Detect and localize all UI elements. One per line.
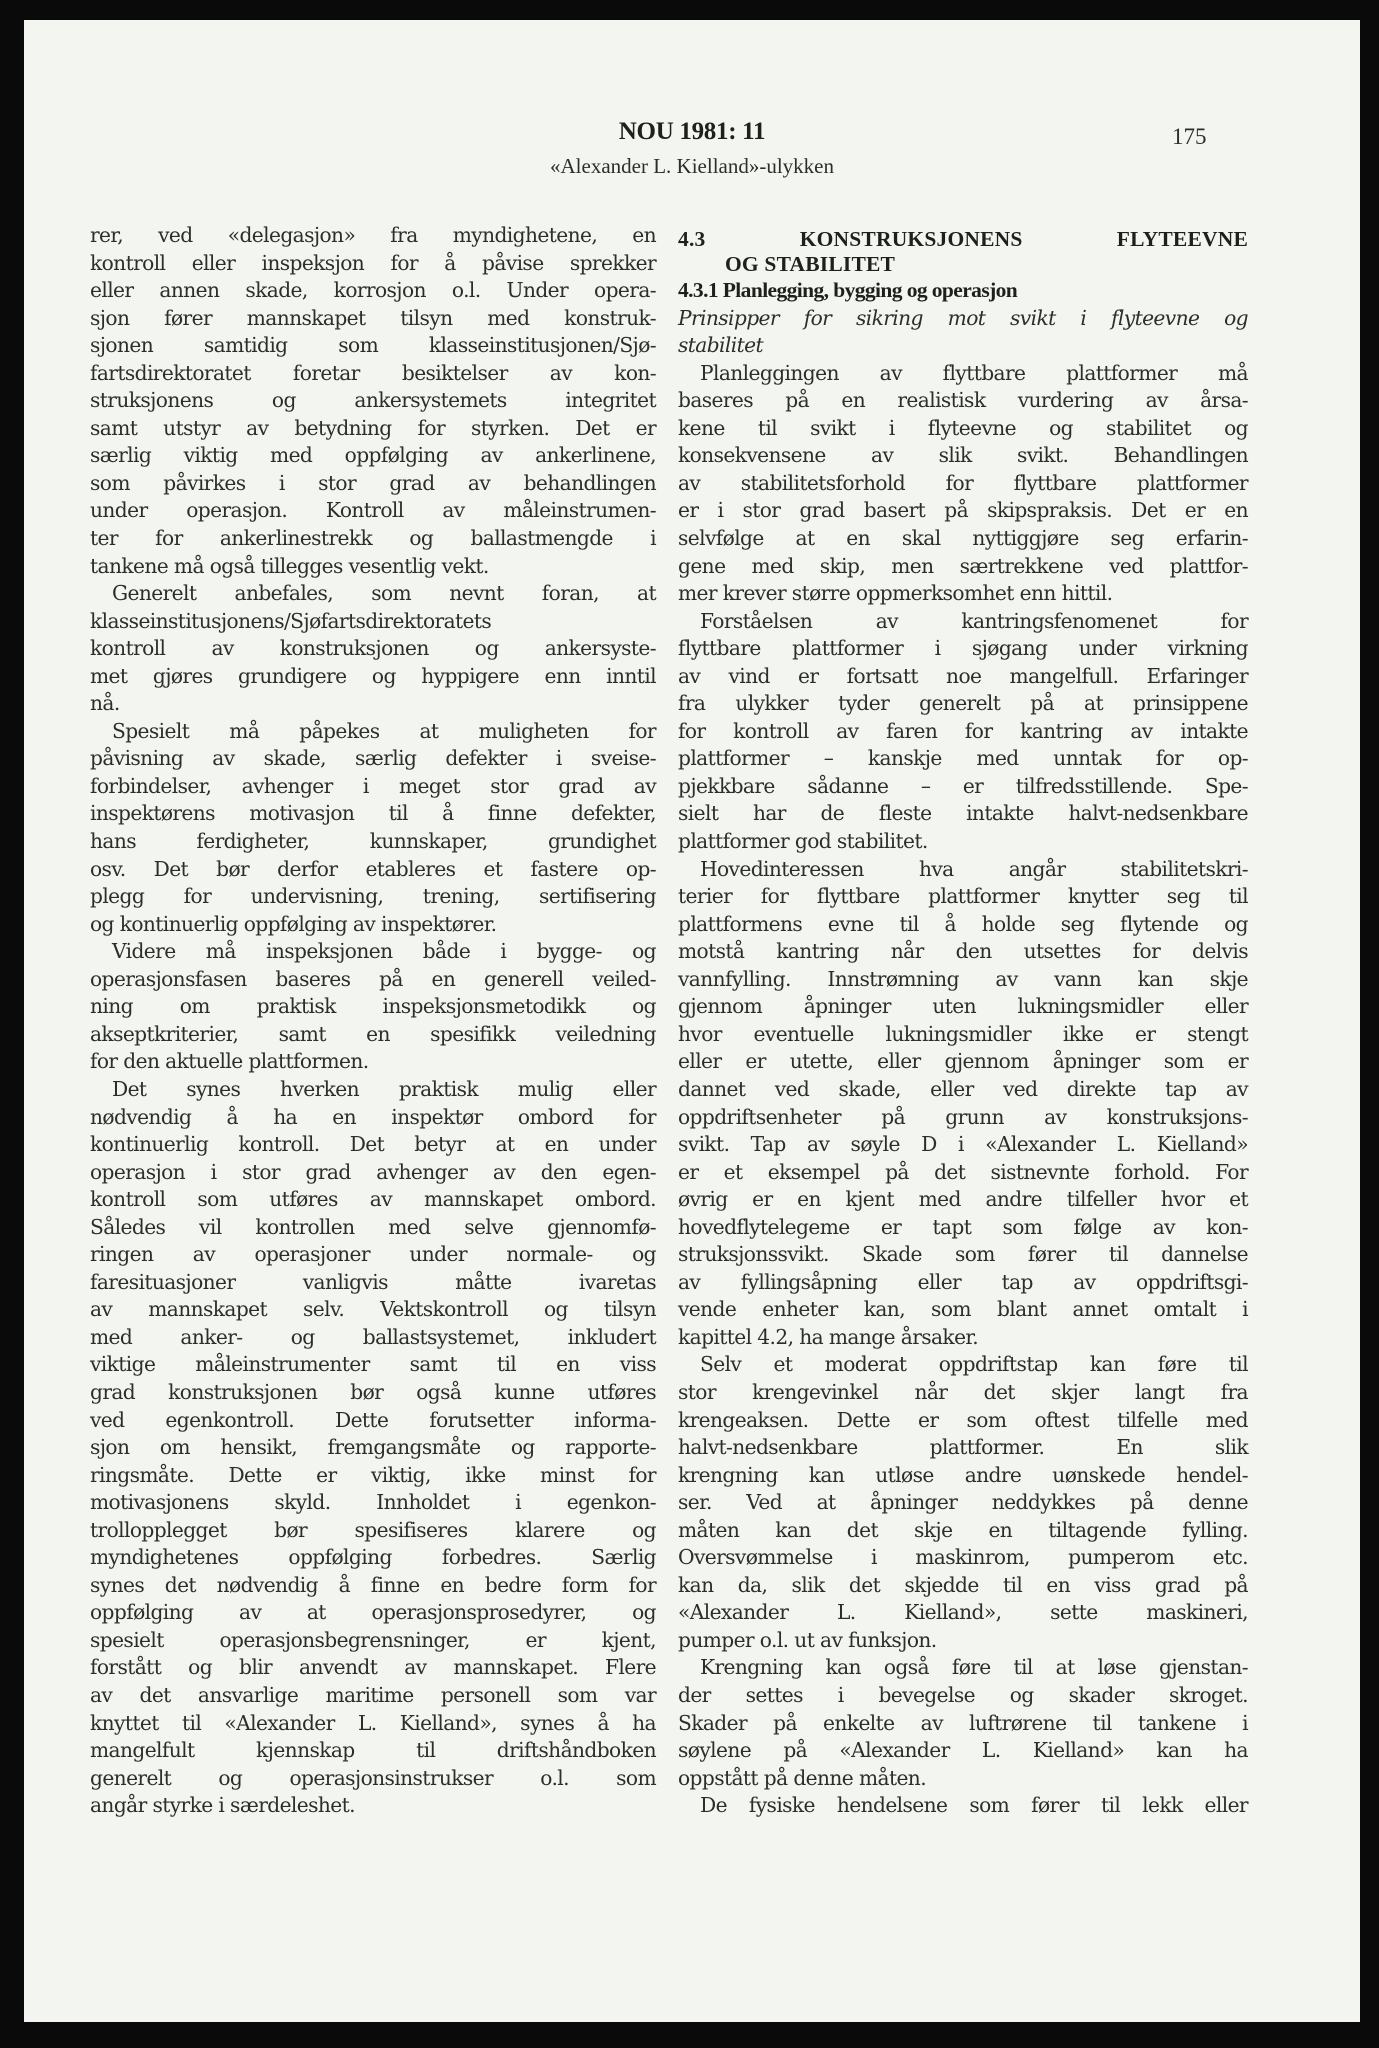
report-subtitle: «Alexander L. Kielland»-ulykken bbox=[550, 154, 834, 178]
text-line: trollopplegget bør spesifiseres klarere og bbox=[90, 1517, 656, 1542]
text-line: av mannskapet selv. Vektskontroll og tilsyn bbox=[90, 1297, 656, 1322]
text-line: kan da, slik det skjedde til en viss grad på bbox=[678, 1572, 1248, 1597]
text-line: ringen av operasjoner under normale- og bbox=[90, 1242, 656, 1267]
text-line: fra ulykker tyder generelt på at prinsippene bbox=[678, 691, 1248, 716]
text-line: sjon fører mannskapet tilsyn med konstruk- bbox=[90, 305, 656, 330]
text-line: oppstått på denne måten. bbox=[678, 1765, 927, 1790]
text-line: met gjøres grundigere og hyppigere enn inntil bbox=[90, 663, 656, 688]
italic-subheading-continued: stabilitet bbox=[678, 333, 763, 358]
text-line: kontroll av konstruksjonen og ankersyste- bbox=[90, 636, 656, 661]
text-line: Det synes hverken praktisk mulig eller bbox=[112, 1076, 656, 1101]
text-line: synes det nødvendig å finne en bedre form for bbox=[90, 1572, 656, 1597]
italic-subheading: Prinsipper for sikring mot svikt i flyteevne og bbox=[678, 305, 1248, 330]
page-number: 175 bbox=[1172, 124, 1207, 149]
text-line: av det ansvarlige maritime personell som var bbox=[90, 1682, 656, 1707]
text-line: viktige måleinstrumenter samt til en viss bbox=[90, 1352, 656, 1377]
text-line: sjon om hensikt, fremgangsmåte og rapporte- bbox=[90, 1435, 656, 1460]
text-line: ter for ankerlinestrekk og ballastmengde i bbox=[90, 526, 656, 551]
text-line: spesielt operasjonsbegrensninger, er kjent, bbox=[90, 1627, 656, 1652]
text-line: der settes i bevegelse og skader skroget. bbox=[678, 1682, 1248, 1707]
text-line: eller er utette, eller gjennom åpninger som er bbox=[678, 1049, 1248, 1074]
subsection-heading: 4.3.1 Planlegging, bygging og operasjon bbox=[678, 278, 1018, 303]
text-line: Planleggingen av flyttbare plattformer må bbox=[700, 360, 1248, 385]
text-line: motivasjonens skyld. Innholdet i egenkon- bbox=[90, 1490, 656, 1515]
text-line: Skader på enkelte av luftrørene til tankene i bbox=[678, 1710, 1248, 1735]
text-line: terier for flyttbare plattformer knytter seg til bbox=[678, 884, 1248, 909]
right-column-body bbox=[678, 360, 1248, 1820]
text-line: Hovedinteressen hva angår stabilitetskri- bbox=[700, 856, 1248, 881]
text-line: Generelt anbefales, som nevnt foran, at bbox=[112, 581, 656, 606]
text-line: mangelfult kjennskap til driftshåndboken bbox=[90, 1738, 656, 1763]
text-line: ved egenkontroll. Dette forutsetter informa- bbox=[90, 1407, 656, 1432]
text-line: av stabilitetsforhold for flyttbare plattformer bbox=[678, 470, 1248, 495]
text-line: ning om praktisk inspeksjonsmetodikk og bbox=[90, 994, 656, 1019]
text-line: særlig viktig med oppfølging av ankerlinene, bbox=[90, 443, 656, 468]
text-line: av vind er fortsatt noe mangelfull. Erfaringer bbox=[678, 663, 1248, 688]
text-line: nå. bbox=[90, 691, 120, 716]
text-line: hvor eventuelle lukningsmidler ikke er stengt bbox=[678, 1021, 1248, 1046]
text-line: som påvirkes i stor grad av behandlingen bbox=[90, 470, 656, 495]
text-line: med anker- og ballastsystemet, inkludert bbox=[90, 1324, 656, 1349]
text-line: nødvendig å ha en inspektør ombord for bbox=[90, 1104, 656, 1129]
text-line: stor krengevinkel når det skjer langt fra bbox=[678, 1379, 1248, 1404]
text-line: halvt-nedsenkbare plattformer. En slik bbox=[678, 1435, 1248, 1460]
text-line: og kontinuerlig oppfølging av inspektører. bbox=[90, 911, 497, 936]
text-line: ser. Ved at åpninger neddykkes på denne bbox=[678, 1490, 1248, 1515]
text-line: for den aktuelle plattformen. bbox=[90, 1049, 369, 1074]
text-line: osv. Det bør derfor etableres et fastere op- bbox=[90, 856, 656, 881]
text-line: Videre må inspeksjonen både i bygge- og bbox=[112, 939, 656, 964]
text-line: eller annen skade, korrosjon o.l. Under opera- bbox=[90, 278, 656, 303]
text-line: baseres på en realistisk vurdering av årsa- bbox=[678, 388, 1248, 413]
text-line: Krengning kan også føre til at løse gjenstan- bbox=[700, 1655, 1248, 1680]
text-line: for kontroll av faren for kantring av intakte bbox=[678, 718, 1248, 743]
text-line: operasjonsfasen baseres på en generell veiled- bbox=[90, 966, 656, 991]
text-line: øvrig er en kjent med andre tilfeller hvor et bbox=[678, 1187, 1248, 1212]
text-line: knyttet til «Alexander L. Kielland», synes å ha bbox=[90, 1710, 656, 1735]
text-line: akseptkriterier, samt en spesifikk veiledning bbox=[90, 1021, 656, 1046]
text-line: inspektørens motivasjon til å finne defekter, bbox=[90, 801, 656, 826]
text-line: struksjonssvikt. Skade som fører til dannelse bbox=[678, 1242, 1248, 1267]
text-line: pjekkbare sådanne – er tilfredsstillende. Spe- bbox=[678, 773, 1248, 798]
text-line: kontroll eller inspeksjon for å påvise sprekker bbox=[90, 250, 656, 275]
text-line: pumper o.l. ut av funksjon. bbox=[678, 1627, 937, 1652]
text-line: struksjonens og ankersystemets integritet bbox=[90, 388, 656, 413]
text-line: plegg for undervisning, trening, sertifisering bbox=[90, 884, 656, 909]
section-heading-continued: OG STABILITET bbox=[725, 251, 896, 276]
text-line: vannfylling. Innstrømning av vann kan skje bbox=[678, 966, 1248, 991]
text-line: gene med skip, men særtrekkene ved plattfor- bbox=[678, 553, 1248, 578]
text-line: måten kan det skje en tiltagende fylling. bbox=[678, 1517, 1248, 1542]
text-line: gjennom åpninger uten lukningsmidler eller bbox=[678, 994, 1248, 1019]
report-title: NOU 1981: 11 bbox=[618, 118, 766, 145]
text-line: rer, ved «delegasjon» fra myndighetene, en bbox=[90, 223, 656, 247]
text-line: grad konstruksjonen bør også kunne utføres bbox=[90, 1379, 656, 1404]
text-line: Spesielt må påpekes at muligheten for bbox=[112, 718, 656, 743]
text-line: påvisning av skade, særlig defekter i sveise- bbox=[90, 746, 656, 771]
left-column bbox=[90, 222, 656, 1820]
text-line: tankene må også tillegges vesentlig vekt. bbox=[90, 553, 489, 578]
text-line: kontroll som utføres av mannskapet ombord. bbox=[90, 1187, 656, 1212]
text-line: søylene på «Alexander L. Kielland» kan ha bbox=[678, 1738, 1248, 1763]
text-line: kene til svikt i flyteevne og stabilitet og bbox=[678, 415, 1248, 440]
text-line: Forståelsen av kantringsfenomenet for bbox=[700, 608, 1248, 633]
text-line: De fysiske hendelsene som fører til lekk eller bbox=[700, 1793, 1248, 1818]
text-line: Selv et moderat oppdriftstap kan føre til bbox=[700, 1352, 1248, 1377]
text-line: plattformens evne til å holde seg flytende og bbox=[678, 911, 1248, 936]
text-line: samt utstyr av betydning for styrken. Det er bbox=[90, 415, 656, 440]
text-line: hovedflytelegeme er tapt som følge av kon- bbox=[678, 1214, 1248, 1239]
text-line: fartsdirektoratet foretar besiktelser av kon- bbox=[90, 360, 656, 385]
text-line: plattformer – kanskje med unntak for op- bbox=[678, 746, 1248, 771]
text-line: av fyllingsåpning eller tap av oppdriftsgi- bbox=[678, 1269, 1248, 1294]
text-line: sjonen samtidig som klasseinstitusjonen/Sjø- bbox=[90, 333, 656, 358]
right-column bbox=[678, 226, 1248, 1820]
text-line: oppfølging av at operasjonsprosedyrer, og bbox=[90, 1600, 656, 1625]
text-line: operasjon i stor grad avhenger av den egen- bbox=[90, 1159, 656, 1184]
text-line: selvfølge at en skal nyttiggjøre seg erfarin- bbox=[678, 526, 1248, 551]
text-line: forstått og blir anvendt av mannskapet. Flere bbox=[90, 1655, 656, 1680]
text-line: oppdriftsenheter på grunn av konstruksjons- bbox=[678, 1104, 1248, 1129]
text-line: plattformer god stabilitet. bbox=[678, 829, 928, 854]
text-line: faresituasjoner vanligvis måtte ivaretas bbox=[90, 1269, 656, 1294]
text-line: krengeaksen. Dette er som oftest tilfelle med bbox=[678, 1407, 1248, 1432]
text-line: svikt. Tap av søyle D i «Alexander L. Kielland» bbox=[678, 1132, 1248, 1157]
text-line: kontinuerlig kontroll. Det betyr at en under bbox=[90, 1132, 656, 1157]
text-line: ringsmåte. Dette er viktig, ikke minst for bbox=[90, 1462, 656, 1487]
text-line: Oversvømmelse i maskinrom, pumperom etc. bbox=[678, 1545, 1248, 1570]
text-line: hans ferdigheter, kunnskaper, grundighet bbox=[90, 829, 656, 854]
text-line: sielt har de fleste intakte halvt-nedsenkbare bbox=[678, 801, 1248, 826]
text-line: motstå kantring når den utsettes for delvis bbox=[678, 939, 1248, 964]
text-line: under operasjon. Kontroll av måleinstrumen- bbox=[90, 498, 656, 523]
text-line: er et eksempel på det sistnevnte forhold. For bbox=[678, 1159, 1248, 1184]
text-line: myndighetenes oppfølging forbedres. Særlig bbox=[90, 1545, 656, 1570]
text-line: kapittel 4.2, ha mange årsaker. bbox=[678, 1324, 979, 1349]
text-line: Således vil kontrollen med selve gjennomfø- bbox=[90, 1214, 656, 1239]
text-line: angår styrke i særdeleshet. bbox=[90, 1793, 355, 1818]
text-line: «Alexander L. Kielland», sette maskineri, bbox=[678, 1600, 1248, 1625]
text-line: konsekvensene av slik svikt. Behandlingen bbox=[678, 443, 1248, 468]
text-line: er i stor grad basert på skipspraksis. Det er en bbox=[678, 498, 1248, 523]
section-heading: 4.3 KONSTRUKSJONENS FLYTEEVNE bbox=[678, 227, 1248, 251]
text-line: dannet ved skade, eller ved direkte tap av bbox=[678, 1076, 1248, 1101]
text-line: klasseinstitusjonens/Sjøfartsdirektoratets bbox=[90, 608, 492, 633]
text-line: flyttbare plattformer i sjøgang under virkning bbox=[678, 636, 1248, 661]
text-line: krengning kan utløse andre uønskede hendel- bbox=[678, 1462, 1248, 1487]
text-line: vende enheter kan, som blant annet omtalt i bbox=[678, 1297, 1248, 1322]
text-line: generelt og operasjonsinstrukser o.l. som bbox=[90, 1765, 656, 1790]
text-line: mer krever større oppmerksomhet enn hittil. bbox=[678, 581, 1113, 606]
text-line: forbindelser, avhenger i meget stor grad av bbox=[90, 773, 656, 798]
document-page bbox=[24, 20, 1360, 2022]
